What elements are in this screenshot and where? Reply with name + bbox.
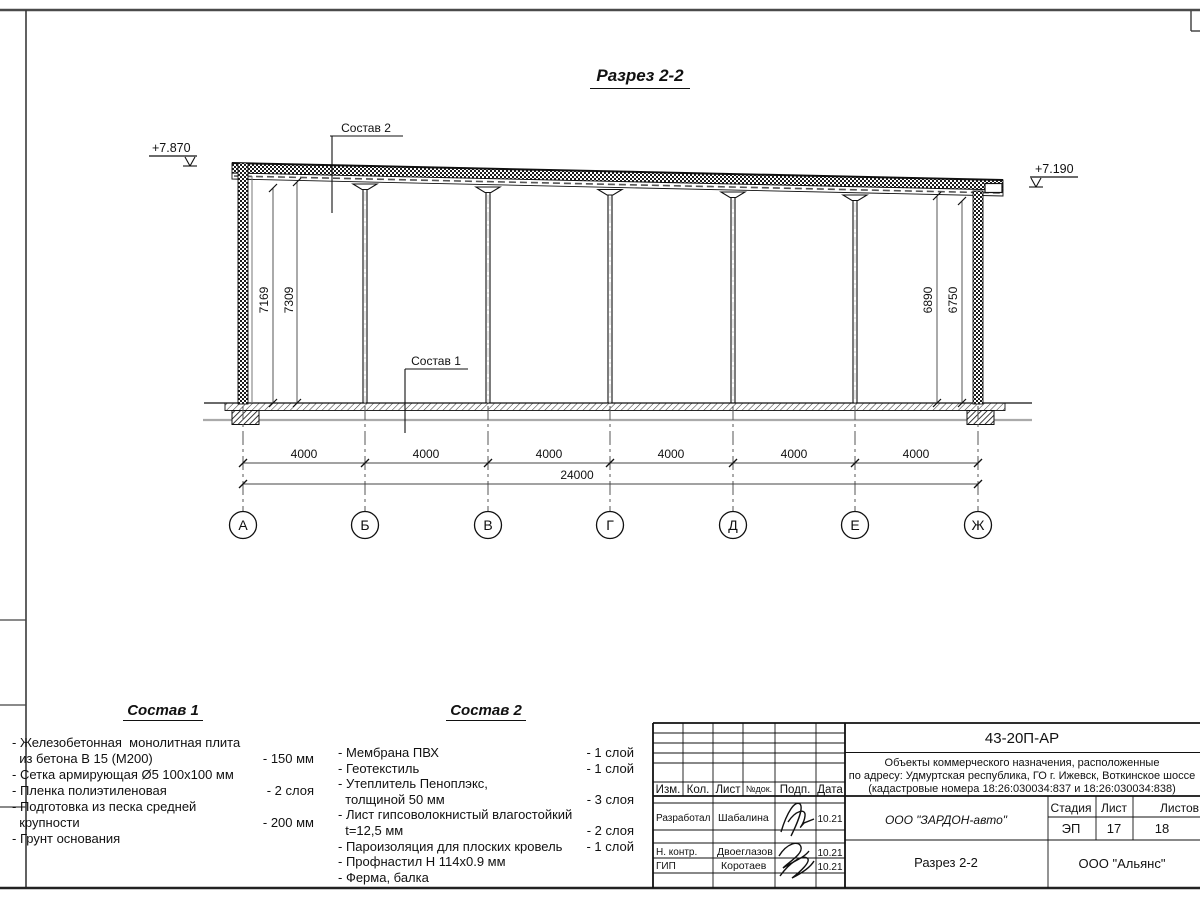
signature-date: 10.21 — [817, 862, 843, 873]
org-name: ООО "Альянс" — [1078, 856, 1166, 871]
dim-label: 7309 — [282, 286, 296, 314]
column-header: Кол. — [686, 784, 710, 796]
axis-bubble — [597, 512, 624, 539]
section-drawing — [149, 121, 1078, 539]
list-item: - Железобетонная монолитная плита — [12, 735, 241, 750]
axis-label: Б — [360, 517, 370, 533]
elevation-mark-left — [149, 141, 197, 166]
dim-label: 7169 — [257, 286, 271, 314]
elevation-value: +7.190 — [1035, 162, 1074, 176]
column-header: Изм. — [655, 784, 681, 796]
sheet-header: Лист — [1100, 801, 1128, 815]
leader-label: Состав 1 — [411, 354, 461, 368]
list-item: - Сетка армирующая Ø5 100х100 мм — [12, 767, 234, 782]
vertical-dimensions — [269, 178, 966, 407]
axis-label: Е — [850, 517, 860, 533]
signature-date: 10.21 — [817, 814, 843, 825]
person-role: Н. контр. — [656, 847, 698, 858]
material-rows — [12, 735, 314, 847]
list-item: - Геотекстиль - 1 слой — [338, 760, 634, 776]
elevation-mark-right — [1029, 162, 1078, 187]
column — [476, 187, 500, 403]
project-description-line: Объекты коммерческого назначения, расположенные — [884, 757, 1160, 769]
person-name: Коротаев — [721, 860, 767, 872]
dim-label: 24000 — [560, 468, 594, 482]
material-list-sostav1 — [12, 703, 314, 847]
axis-label: А — [238, 517, 248, 533]
dim-label: 4000 — [902, 447, 930, 461]
axis-label: В — [483, 517, 493, 533]
stage-value: ЭП — [1061, 821, 1081, 836]
dim-label: 4000 — [657, 447, 685, 461]
list-item: - Лист гипсоволокнистый влагостойкий — [338, 807, 573, 823]
axis-bubble — [475, 512, 502, 539]
axis-bubble — [352, 512, 379, 539]
list-item: - Пароизоляция для плоских кровель - 1 слой — [338, 838, 634, 854]
document-code: 43-20П-АР — [984, 730, 1060, 747]
axis-bubbles — [230, 512, 992, 539]
axis-label: Г — [606, 517, 614, 533]
project-description-line: по адресу: Удмуртская республика, ГО г. Ижевск, Воткинское шоссе — [848, 770, 1196, 782]
column — [598, 190, 622, 404]
sheets-total: 18 — [1154, 821, 1170, 836]
elevation-arrow-icon — [185, 157, 190, 166]
elevation-arrow-icon — [1031, 178, 1036, 187]
leader-label: Состав 2 — [341, 121, 391, 135]
view-name: Разрез 2-2 — [914, 855, 978, 870]
right-wall — [973, 191, 983, 404]
axis-bubble — [230, 512, 257, 539]
list-item: - Подготовка из песка средней — [12, 799, 197, 814]
column — [353, 184, 377, 403]
dim-label: 6750 — [946, 286, 960, 314]
axis-bubble — [965, 512, 992, 539]
dim-label: 4000 — [290, 447, 318, 461]
person-role: Разработал — [656, 813, 711, 824]
person-role: ГИП — [656, 861, 676, 872]
foundation-left — [232, 411, 259, 425]
roof-end-cap — [985, 184, 1002, 193]
material-rows — [338, 745, 634, 885]
sheets-header: Листов — [1160, 801, 1199, 815]
list-item: - Мембрана ПВХ - 1 слой — [338, 745, 634, 760]
page-title: Разрез 2-2 — [530, 66, 750, 89]
material-list-title: Состав 1 — [12, 703, 314, 721]
columns — [353, 184, 867, 403]
list-item: - Утеплитель Пеноплэкс, — [338, 776, 488, 792]
dim-label: 4000 — [780, 447, 808, 461]
column — [843, 195, 867, 403]
dim-label: 4000 — [412, 447, 440, 461]
list-item: толщиной 50 мм - 3 слоя — [338, 791, 634, 807]
column-header: Лист — [715, 784, 741, 796]
signature-scribble — [781, 803, 814, 836]
sheet-number: 17 — [1106, 821, 1122, 836]
axis-label: Д — [728, 517, 738, 533]
list-item: - Пленка полиэтиленовая - 2 слоя — [12, 783, 314, 798]
axis-bubble — [720, 512, 747, 539]
title-block — [653, 723, 1200, 888]
column-header: Подп. — [779, 784, 811, 796]
column-header: №док. — [745, 784, 773, 794]
person-name: Шабалина — [718, 812, 769, 824]
material-list-sostav2 — [338, 703, 634, 885]
column — [721, 192, 745, 403]
list-item: - Профнастил Н 114х0.9 мм — [338, 854, 506, 870]
list-item: - Грунт основания — [12, 831, 121, 846]
person-name: Двоеглазов — [717, 846, 773, 858]
column-header: Дата — [817, 784, 843, 796]
dim-ticks — [269, 178, 966, 407]
leader-sostav1 — [405, 354, 468, 433]
list-item: из бетона В 15 (М200) - 150 мм — [12, 751, 314, 766]
signature-date: 10.21 — [817, 848, 843, 859]
foundation-right — [967, 411, 994, 425]
axis-centerlines — [243, 406, 978, 511]
floor-slab — [203, 403, 1032, 425]
list-item: крупности - 200 мм — [12, 815, 314, 830]
dim-label: 4000 — [535, 447, 563, 461]
dim-label: 6890 — [921, 286, 935, 314]
stage-header: Стадия — [1050, 801, 1092, 815]
elevation-value: +7.870 — [152, 141, 191, 155]
material-list-title: Состав 2 — [338, 703, 634, 721]
axis-bubble — [842, 512, 869, 539]
project-description-line: (кадастровые номера 18:26:030034:837 и 18:26:030034:838) — [868, 783, 1176, 795]
axis-label: Ж — [971, 517, 985, 533]
list-item: - Ферма, балка — [338, 869, 429, 885]
list-item: t=12,5 мм - 2 слоя — [338, 822, 634, 838]
company-name: ООО "ЗАРДОН-авто" — [884, 813, 1008, 827]
left-wall — [238, 163, 248, 404]
